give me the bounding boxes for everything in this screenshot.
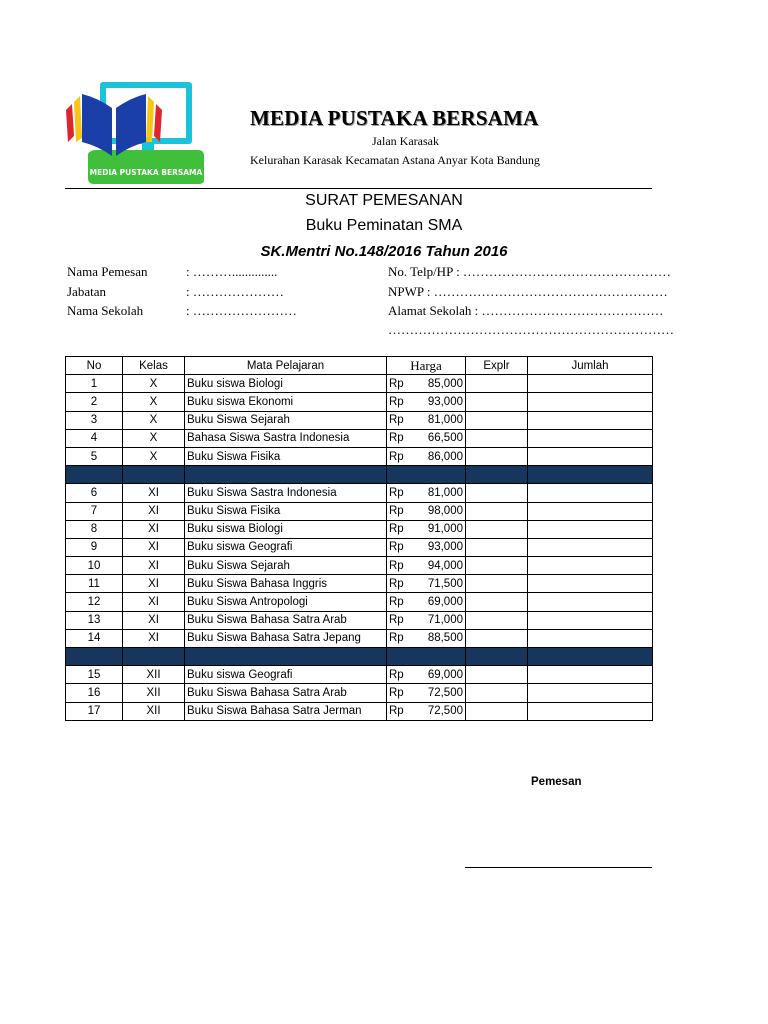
- cell-jumlah-input[interactable]: [528, 611, 653, 629]
- cell-explr-input[interactable]: [466, 557, 528, 575]
- cell-jumlah-input[interactable]: [528, 702, 653, 720]
- nama-pemesan-label: Nama Pemesan: [67, 264, 148, 279]
- cell-harga: [387, 557, 466, 575]
- currency-label: Rp: [389, 614, 404, 627]
- currency-label: Rp: [389, 705, 404, 718]
- cell-mata-pelajaran: Buku Siswa Sejarah: [185, 411, 387, 429]
- logo-text: MEDIA PUSTAKA BERSAMA: [89, 168, 203, 177]
- col-header-harga: Harga: [387, 357, 466, 375]
- currency-label: Rp: [389, 377, 404, 390]
- document-subtitle: Buku Peminatan SMA: [305, 217, 463, 234]
- col-header-explr: Explr: [466, 357, 528, 375]
- section-divider-row: [66, 466, 653, 484]
- cell-kelas: XII: [123, 702, 185, 720]
- table-row: [66, 520, 653, 538]
- cell-mata-pelajaran: Buku Siswa Sastra Indonesia: [185, 484, 387, 502]
- cell-no: 9: [66, 538, 123, 556]
- currency-label: Rp: [389, 395, 404, 408]
- price-value: 72,500: [427, 686, 463, 699]
- table-row: [66, 484, 653, 502]
- price-value: 69,000: [427, 596, 463, 609]
- currency-label: Rp: [389, 686, 404, 699]
- cell-mata-pelajaran: Buku Siswa Bahasa Satra Jerman: [185, 702, 387, 720]
- table-row: [66, 502, 653, 520]
- cell-mata-pelajaran: Buku Siswa Sejarah: [185, 557, 387, 575]
- cell-harga: [387, 375, 466, 393]
- cell-jumlah-input[interactable]: [528, 429, 653, 447]
- table-row: [66, 557, 653, 575]
- divider-cell: [185, 648, 387, 666]
- address-line-1: Jalan Karasak: [372, 134, 439, 148]
- divider-cell: [466, 648, 528, 666]
- cell-explr-input[interactable]: [466, 375, 528, 393]
- cell-explr-input[interactable]: [466, 447, 528, 465]
- cell-kelas: X: [123, 411, 185, 429]
- currency-label: Rp: [389, 486, 404, 499]
- cell-no: 4: [66, 429, 123, 447]
- signature-line: [465, 867, 652, 868]
- cell-kelas: X: [123, 375, 185, 393]
- cell-kelas: X: [123, 429, 185, 447]
- divider-cell: [123, 648, 185, 666]
- cell-mata-pelajaran: Buku Siswa Fisika: [185, 447, 387, 465]
- col-header-no: No: [66, 357, 123, 375]
- table-row: [66, 702, 653, 720]
- currency-label: Rp: [389, 577, 404, 590]
- cell-explr-input[interactable]: [466, 629, 528, 647]
- cell-mata-pelajaran: Buku Siswa Bahasa Satra Jepang: [185, 629, 387, 647]
- cell-no: 5: [66, 447, 123, 465]
- table-row: [66, 393, 653, 411]
- cell-jumlah-input[interactable]: [528, 557, 653, 575]
- col-header-kelas: Kelas: [123, 357, 185, 375]
- cell-explr-input[interactable]: [466, 684, 528, 702]
- cell-no: 2: [66, 393, 123, 411]
- cell-no: 6: [66, 484, 123, 502]
- cell-harga: [387, 629, 466, 647]
- col-header-mata-pelajaran: Mata Pelajaran: [185, 357, 387, 375]
- nama-pemesan-field[interactable]: : ………..............: [186, 264, 278, 279]
- jabatan-label: Jabatan: [67, 284, 106, 299]
- cell-harga: [387, 484, 466, 502]
- cell-no: 11: [66, 575, 123, 593]
- cell-jumlah-input[interactable]: [528, 629, 653, 647]
- cell-no: 12: [66, 593, 123, 611]
- price-value: 66,500: [427, 432, 463, 445]
- price-value: 98,000: [427, 505, 463, 518]
- table-row: [66, 411, 653, 429]
- price-value: 93,000: [427, 541, 463, 554]
- cell-jumlah-input[interactable]: [528, 502, 653, 520]
- table-header-row: [66, 357, 653, 375]
- divider-cell: [66, 466, 123, 484]
- table-row: [66, 375, 653, 393]
- cell-kelas: X: [123, 447, 185, 465]
- cell-explr-input[interactable]: [466, 429, 528, 447]
- currency-label: Rp: [389, 450, 404, 463]
- price-value: 93,000: [427, 395, 463, 408]
- table-row: [66, 611, 653, 629]
- price-value: 91,000: [427, 523, 463, 536]
- cell-jumlah-input[interactable]: [528, 411, 653, 429]
- cell-harga: [387, 666, 466, 684]
- price-value: 72,500: [427, 705, 463, 718]
- divider-cell: [466, 466, 528, 484]
- cell-mata-pelajaran: Buku siswa Ekonomi: [185, 393, 387, 411]
- cell-kelas: XI: [123, 575, 185, 593]
- currency-label: Rp: [389, 668, 404, 681]
- company-name: MEDIA PUSTAKA BERSAMA: [250, 106, 539, 130]
- npwp-field[interactable]: NPWP : ………………………………………………: [388, 284, 668, 299]
- document-title: SURAT PEMESANAN: [305, 192, 463, 209]
- document-sk-number: SK.Mentri No.148/2016 Tahun 2016: [260, 243, 508, 260]
- table-row: [66, 629, 653, 647]
- divider-cell: [185, 466, 387, 484]
- currency-label: Rp: [389, 596, 404, 609]
- divider-cell: [528, 648, 653, 666]
- cell-mata-pelajaran: Buku Siswa Bahasa Inggris: [185, 575, 387, 593]
- cell-no: 3: [66, 411, 123, 429]
- cell-jumlah-input[interactable]: [528, 684, 653, 702]
- telp-field[interactable]: No. Telp/HP : …………………………………………: [388, 264, 671, 279]
- cell-jumlah-input[interactable]: [528, 484, 653, 502]
- table-row: [66, 593, 653, 611]
- cell-no: 10: [66, 557, 123, 575]
- company-logo: [64, 80, 206, 184]
- cell-mata-pelajaran: Buku siswa Biologi: [185, 520, 387, 538]
- currency-label: Rp: [389, 414, 404, 427]
- cell-jumlah-input[interactable]: [528, 375, 653, 393]
- cell-explr-input[interactable]: [466, 593, 528, 611]
- cell-kelas: XI: [123, 611, 185, 629]
- cell-mata-pelajaran: Buku siswa Biologi: [185, 375, 387, 393]
- cell-kelas: XII: [123, 684, 185, 702]
- divider-cell: [387, 466, 466, 484]
- table-row: [66, 575, 653, 593]
- price-value: 71,500: [427, 577, 463, 590]
- cell-mata-pelajaran: Buku Siswa Bahasa Satra Arab: [185, 611, 387, 629]
- alamat-sekolah-field[interactable]: Alamat Sekolah : ……………………………………: [388, 303, 664, 318]
- section-divider-row: [66, 648, 653, 666]
- cell-no: 7: [66, 502, 123, 520]
- currency-label: Rp: [389, 632, 404, 645]
- cell-kelas: XI: [123, 557, 185, 575]
- address-line-2: Kelurahan Karasak Kecamatan Astana Anyar Kota Bandung: [250, 153, 540, 167]
- cell-kelas: XI: [123, 520, 185, 538]
- cell-harga: [387, 684, 466, 702]
- cell-kelas: XI: [123, 538, 185, 556]
- price-value: 86,000: [427, 450, 463, 463]
- cell-kelas: XI: [123, 629, 185, 647]
- jabatan-field[interactable]: : …………………: [186, 284, 284, 299]
- nama-sekolah-field[interactable]: : ……………………: [186, 303, 297, 318]
- cell-harga: [387, 520, 466, 538]
- divider-cell: [66, 648, 123, 666]
- cell-no: 13: [66, 611, 123, 629]
- order-table: [65, 356, 653, 721]
- cell-kelas: XII: [123, 666, 185, 684]
- cell-no: 8: [66, 520, 123, 538]
- cell-mata-pelajaran: Bahasa Siswa Sastra Indonesia: [185, 429, 387, 447]
- table-row: [66, 447, 653, 465]
- cell-kelas: XI: [123, 502, 185, 520]
- cell-jumlah-input[interactable]: [528, 447, 653, 465]
- cell-mata-pelajaran: Buku Siswa Bahasa Satra Arab: [185, 684, 387, 702]
- cell-explr-input[interactable]: [466, 666, 528, 684]
- currency-label: Rp: [389, 559, 404, 572]
- cell-explr-input[interactable]: [466, 502, 528, 520]
- cell-harga: [387, 593, 466, 611]
- cell-jumlah-input[interactable]: [528, 393, 653, 411]
- cell-mata-pelajaran: Buku Siswa Fisika: [185, 502, 387, 520]
- price-value: 71,000: [427, 614, 463, 627]
- price-value: 81,000: [427, 486, 463, 499]
- cell-no: 16: [66, 684, 123, 702]
- divider-cell: [528, 466, 653, 484]
- alamat-sekolah-continuation[interactable]: …………………………………………………………: [388, 322, 674, 337]
- cell-explr-input[interactable]: [466, 411, 528, 429]
- cell-jumlah-input[interactable]: [528, 666, 653, 684]
- price-value: 94,000: [427, 559, 463, 572]
- cell-harga: [387, 575, 466, 593]
- table-row: [66, 429, 653, 447]
- cell-explr-input[interactable]: [466, 538, 528, 556]
- cell-harga: [387, 429, 466, 447]
- cell-mata-pelajaran: Buku siswa Geografi: [185, 666, 387, 684]
- cell-mata-pelajaran: Buku Siswa Antropologi: [185, 593, 387, 611]
- cell-jumlah-input[interactable]: [528, 575, 653, 593]
- table-row: [66, 684, 653, 702]
- price-value: 69,000: [427, 668, 463, 681]
- table-row: [66, 666, 653, 684]
- cell-explr-input[interactable]: [466, 702, 528, 720]
- cell-no: 14: [66, 629, 123, 647]
- cell-harga: [387, 393, 466, 411]
- table-row: [66, 538, 653, 556]
- cell-mata-pelajaran: Buku siswa Geografi: [185, 538, 387, 556]
- currency-label: Rp: [389, 541, 404, 554]
- col-header-jumlah: Jumlah: [528, 357, 653, 375]
- header-divider: [65, 188, 652, 189]
- cell-jumlah-input[interactable]: [528, 593, 653, 611]
- divider-cell: [123, 466, 185, 484]
- cell-kelas: X: [123, 393, 185, 411]
- price-value: 81,000: [427, 414, 463, 427]
- currency-label: Rp: [389, 505, 404, 518]
- cell-harga: [387, 702, 466, 720]
- cell-no: 1: [66, 375, 123, 393]
- cell-explr-input[interactable]: [466, 393, 528, 411]
- cell-harga: [387, 447, 466, 465]
- divider-cell: [387, 648, 466, 666]
- cell-no: 15: [66, 666, 123, 684]
- cell-explr-input[interactable]: [466, 611, 528, 629]
- cell-kelas: XI: [123, 593, 185, 611]
- nama-sekolah-label: Nama Sekolah: [67, 303, 144, 318]
- price-value: 88,500: [427, 632, 463, 645]
- cell-explr-input[interactable]: [466, 484, 528, 502]
- cell-kelas: XI: [123, 484, 185, 502]
- cell-harga: [387, 502, 466, 520]
- cell-jumlah-input[interactable]: [528, 520, 653, 538]
- cell-explr-input[interactable]: [466, 575, 528, 593]
- cell-jumlah-input[interactable]: [528, 538, 653, 556]
- currency-label: Rp: [389, 432, 404, 445]
- cell-harga: [387, 411, 466, 429]
- cell-harga: [387, 611, 466, 629]
- price-value: 85,000: [427, 377, 463, 390]
- pemesan-label: Pemesan: [531, 776, 582, 788]
- cell-harga: [387, 538, 466, 556]
- cell-explr-input[interactable]: [466, 520, 528, 538]
- cell-no: 17: [66, 702, 123, 720]
- currency-label: Rp: [389, 523, 404, 536]
